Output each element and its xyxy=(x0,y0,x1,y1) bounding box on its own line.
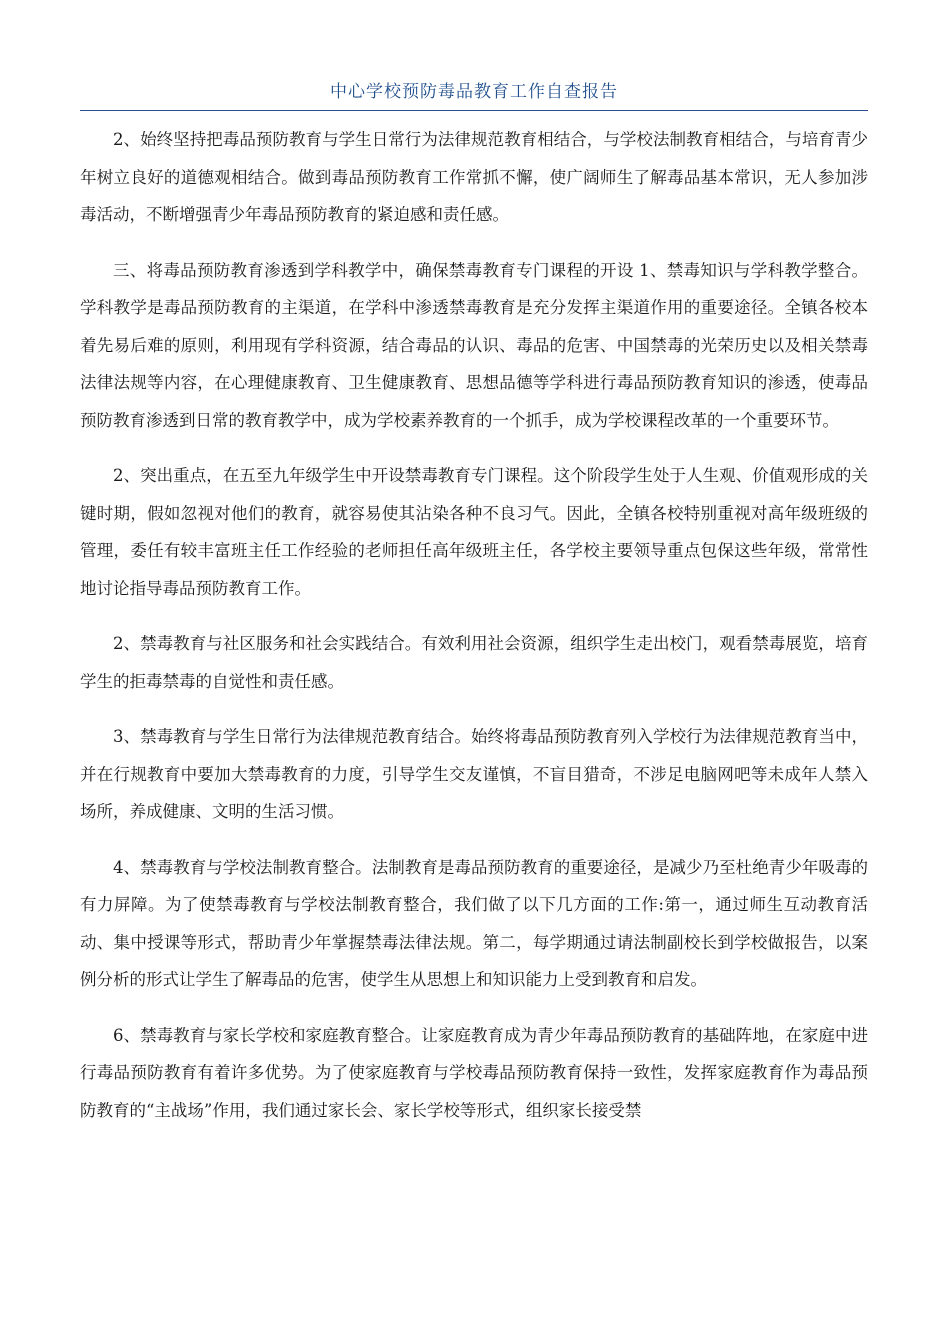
paragraph: 2、突出重点，在五至九年级学生中开设禁毒教育专门课程。这个阶段学生处于人生观、价值观形成的关键时期，假如忽视对他们的教育，就容易使其沾染各种不良习气。因此，全镇各校特别重视对高年级班级的管理，委任有较丰富班主任工作经验的老师担任高年级班主任，各学校主要领导重点包保这些年级，常常性地讨论指导毒品预防教育工作。 xyxy=(80,466,868,598)
document-body xyxy=(80,121,868,1147)
paragraph: 2、禁毒教育与社区服务和社会实践结合。有效利用社会资源，组织学生走出校门，观看禁毒展览，培育学生的拒毒禁毒的自觉性和责任感。 xyxy=(80,634,868,691)
page-header xyxy=(80,78,868,111)
paragraph: 6、禁毒教育与家长学校和家庭教育整合。让家庭教育成为青少年毒品预防教育的基础阵地，在家庭中进行毒品预防教育有着许多优势。为了使家庭教育与学校毒品预防教育保持一致性，发挥家庭教育作为毒品预防教育的“主战场”作用，我们通过家长会、家长学校等形式，组织家长接受禁 xyxy=(80,1025,868,1120)
paragraph: 2、始终坚持把毒品预防教育与学生日常行为法律规范教育相结合，与学校法制教育相结合，与培育青少年树立良好的道德观相结合。做到毒品预防教育工作常抓不懈，使广阔师生了解毒品基本常识，无人参加涉毒活动，不断增强青少年毒品预防教育的紧迫感和责任感。 xyxy=(80,130,868,224)
paragraph: 三、将毒品预防教育渗透到学科教学中，确保禁毒教育专门课程的开设 1、禁毒知识与学科教学整合。学科教学是毒品预防教育的主渠道，在学科中渗透禁毒教育是充分发挥主渠道作用的重要途径。全镇各校本着先易后难的原则，利用现有学科资源，结合毒品的认识、毒品的危害、中国禁毒的光荣历史以及相关禁毒法律法规等内容，在心理健康教育、卫生健康教育、思想品德等学科进行毒品预防教育知识的渗透，使毒品预防教育渗透到日常的教育教学中，成为学校素养教育的一个抓手，成为学校课程改革的一个重要环节。 xyxy=(80,260,868,430)
paragraph: 4、禁毒教育与学校法制教育整合。法制教育是毒品预防教育的重要途径，是减少乃至杜绝青少年吸毒的有力屏障。为了使禁毒教育与学校法制教育整合，我们做了以下几方面的工作:第一，通过师生互动教育活动、集中授课等形式，帮助青少年掌握禁毒法律法规。第二，每学期通过请法制副校长到学校做报告，以案例分析的形式让学生了解毒品的危害，使学生从思想上和知识能力上受到教育和启发。 xyxy=(80,857,868,989)
paragraph: 3、禁毒教育与学生日常行为法律规范教育结合。始终将毒品预防教育列入学校行为法律规范教育当中，并在行规教育中要加大禁毒教育的力度，引导学生交友谨慎，不盲目猎奇，不涉足电脑网吧等未成年人禁入场所，养成健康、文明的生活习惯。 xyxy=(80,727,868,821)
header-title: 中心学校预防毒品教育工作自查报告 xyxy=(330,82,618,102)
